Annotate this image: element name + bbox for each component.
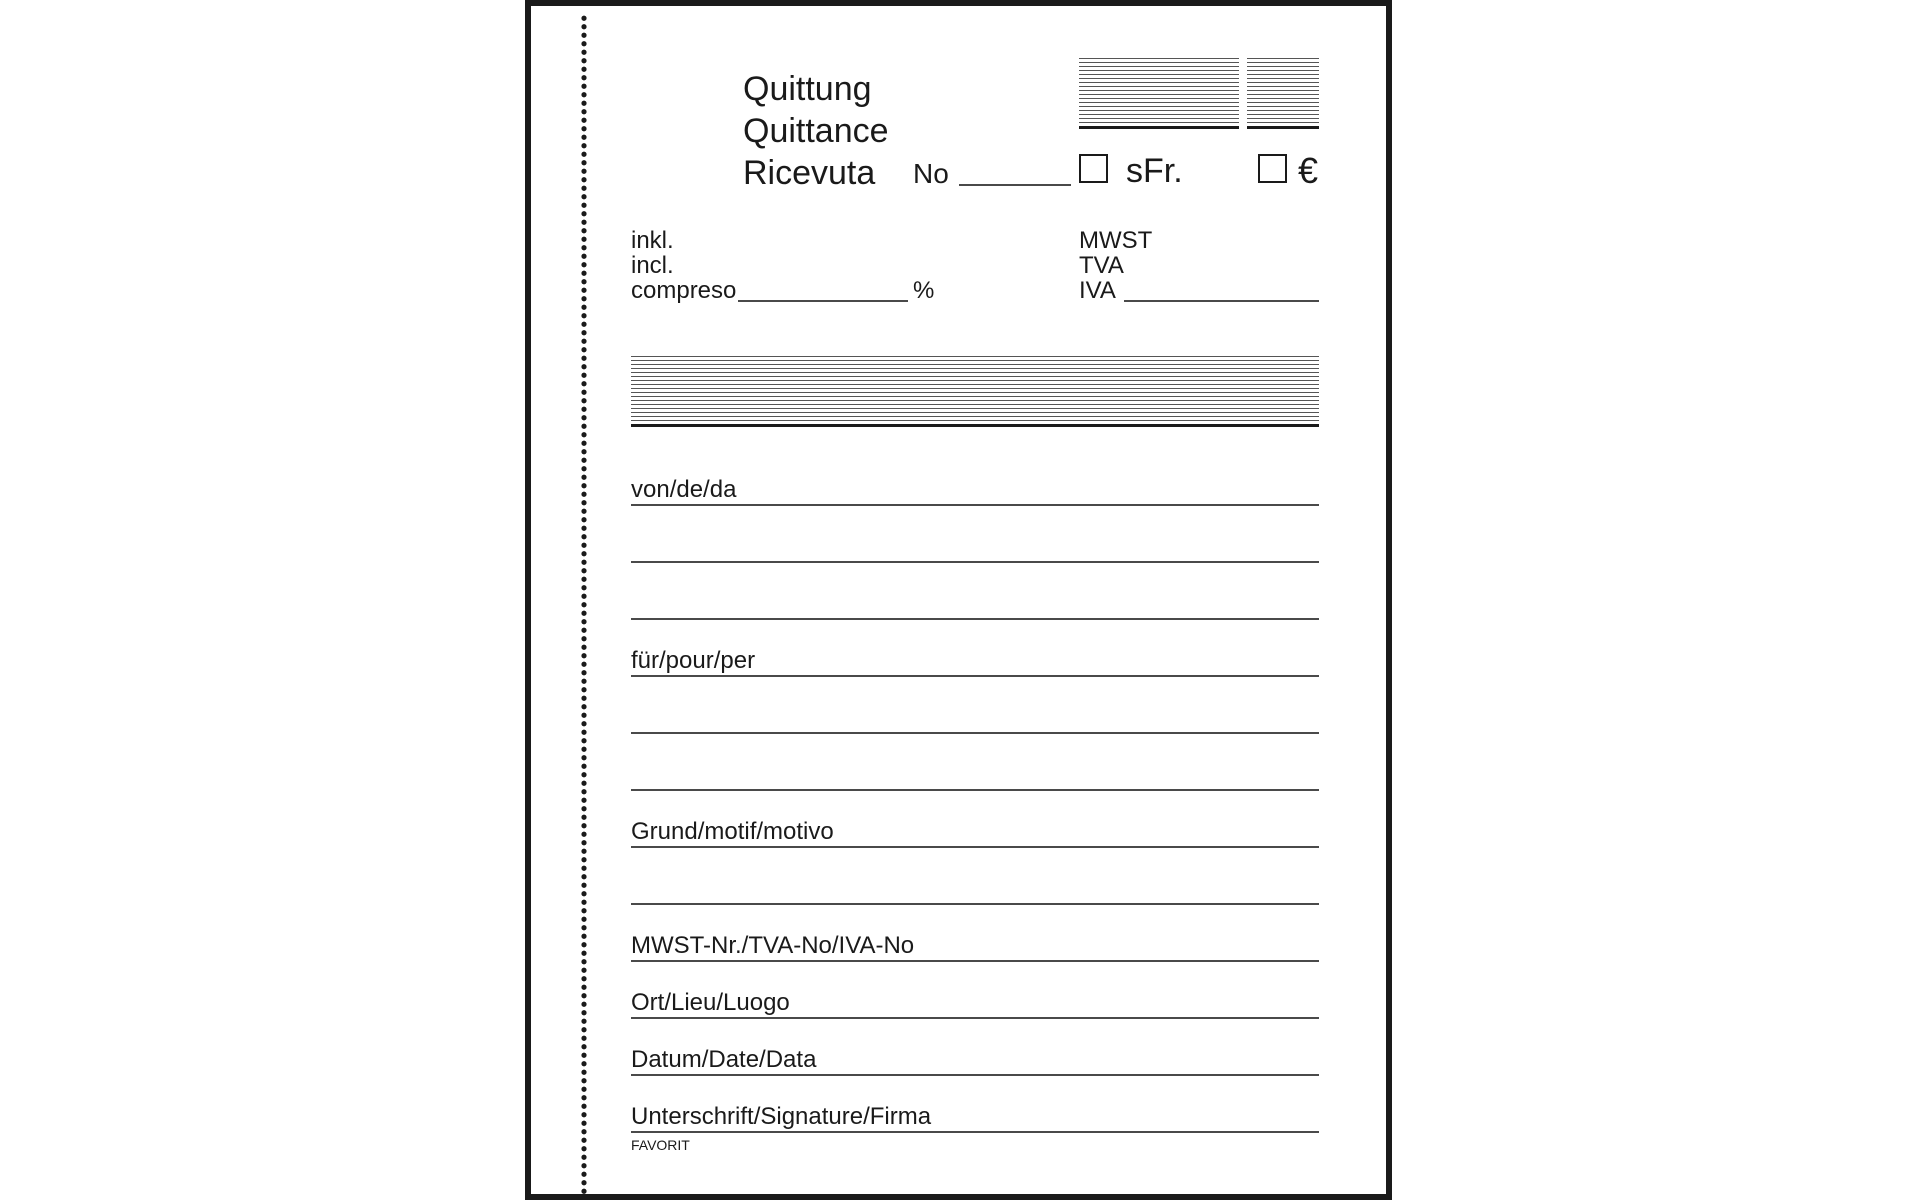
footer-brand: FAVORIT <box>631 1137 690 1153</box>
amount-in-words-box[interactable] <box>631 356 1319 424</box>
number-input[interactable] <box>959 158 1069 184</box>
vat-percent-line <box>738 300 908 302</box>
number-line <box>959 184 1071 186</box>
reason-line-1[interactable] <box>631 846 1319 848</box>
date-label: Datum/Date/Data <box>631 1046 817 1073</box>
vat-label-german: MWST <box>1079 227 1153 254</box>
number-label: No <box>913 158 949 189</box>
title-german: Quittung <box>743 70 872 108</box>
from-label: von/de/da <box>631 476 737 503</box>
currency-chf-checkbox[interactable] <box>1079 154 1108 183</box>
currency-eur-label: € <box>1298 150 1319 191</box>
for-line-3[interactable] <box>631 789 1319 791</box>
amount-cents-baseline <box>1247 126 1319 129</box>
amount-francs-box[interactable] <box>1079 58 1239 126</box>
percent-sign: % <box>913 277 935 304</box>
from-line-3[interactable] <box>631 618 1319 620</box>
vat-amount-line <box>1124 300 1319 302</box>
reason-label: Grund/motif/motivo <box>631 818 834 845</box>
for-line-2[interactable] <box>631 732 1319 734</box>
incl-label-french: incl. <box>631 252 674 279</box>
vat-number-line[interactable] <box>631 960 1319 962</box>
reason-line-2[interactable] <box>631 903 1319 905</box>
from-line-2[interactable] <box>631 561 1319 563</box>
amount-francs-baseline <box>1079 126 1239 129</box>
signature-label: Unterschrift/Signature/Firma <box>631 1103 932 1130</box>
perforation-line <box>581 14 587 1199</box>
place-label: Ort/Lieu/Luogo <box>631 989 790 1016</box>
vat-number-label: MWST-Nr./TVA-No/IVA-No <box>631 932 915 959</box>
signature-line[interactable] <box>631 1131 1319 1133</box>
for-label: für/pour/per <box>631 647 756 674</box>
vat-amount-input[interactable] <box>1124 276 1319 300</box>
vat-percent-input[interactable] <box>738 276 906 300</box>
currency-eur-checkbox[interactable] <box>1258 154 1287 183</box>
from-line-1[interactable] <box>631 504 1319 506</box>
amount-cents-box[interactable] <box>1247 58 1319 126</box>
vat-label-french: TVA <box>1079 252 1124 279</box>
incl-label-german: inkl. <box>631 227 674 254</box>
incl-label-italian: compreso <box>631 277 737 304</box>
title-italian: Ricevuta <box>743 154 876 192</box>
vat-label-italian: IVA <box>1079 277 1116 304</box>
receipt-form-sheet <box>525 0 1392 1200</box>
title-french: Quittance <box>743 112 889 150</box>
amount-in-words-baseline <box>631 424 1319 427</box>
date-line[interactable] <box>631 1074 1319 1076</box>
currency-chf-label: sFr. <box>1126 152 1183 190</box>
for-line-1[interactable] <box>631 675 1319 677</box>
place-line[interactable] <box>631 1017 1319 1019</box>
